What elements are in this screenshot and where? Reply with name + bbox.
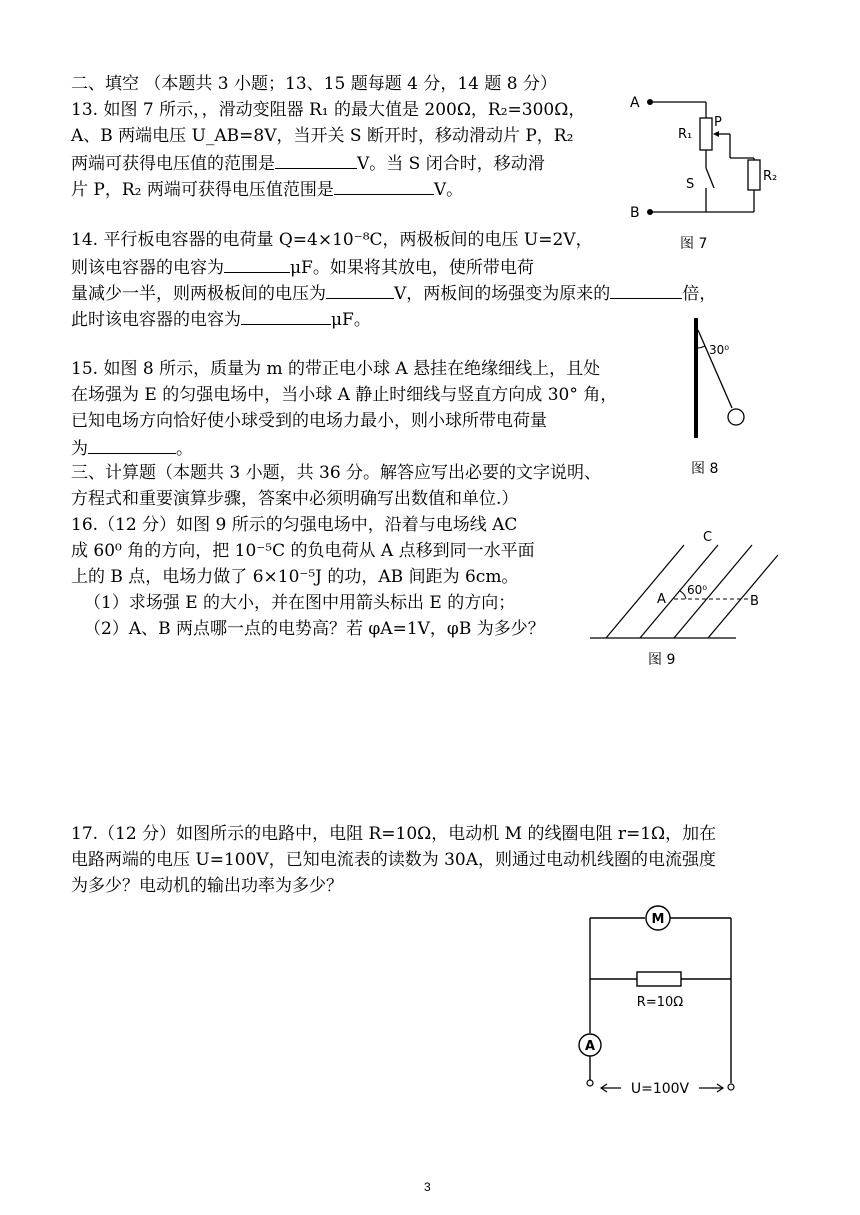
fig9-field-line-4	[708, 555, 778, 638]
resistor-symbol	[637, 972, 681, 986]
q14-line1: 14. 平行板电容器的电荷量 Q=4×10⁻⁸C，两极板间的电压 U=2V，	[71, 230, 593, 250]
figure-7-circuit	[620, 88, 790, 258]
fig9-label-a: A	[657, 592, 666, 607]
q15-line4-text-a: 为	[71, 439, 88, 459]
fig7-label-b: B	[630, 205, 640, 221]
figure-8-pendulum	[685, 318, 765, 478]
q13-line3-text-a: 两端可获得电压值的范围是	[71, 154, 275, 174]
ammeter-label: A	[584, 1039, 596, 1054]
q14-line2-text-b: μF。如果将其放电，使所带电荷	[290, 258, 534, 278]
voltage-label: U=100V	[630, 1081, 690, 1097]
q13-line4-text-a: 片 P，R₂ 两端可获得电压值范围是	[71, 180, 334, 200]
fig8-thread	[698, 330, 732, 408]
fig7-caption: 图 7	[680, 236, 708, 252]
q14-line3-text-a: 量减少一半，则两极板间的电压为	[71, 284, 326, 304]
fig9-angle-label: 60⁰	[687, 583, 708, 597]
fig9-label-c: C	[703, 530, 713, 545]
q16-line3: 上的 B 点，电场力做了 6×10⁻⁵J 的功，AB 间距为 6cm。	[71, 567, 519, 587]
q13-line2: A、B 两端电压 U_AB=8V，当开关 S 断开时，移动滑动片 P，R₂	[71, 126, 574, 146]
fig9-caption: 图 9	[648, 652, 676, 668]
q14-line4	[71, 306, 371, 332]
fig7-slider-arrow	[713, 131, 719, 137]
q16-line1: 16.（12 分）如图 9 所示的匀强电场中，沿着与电场线 AC	[71, 515, 518, 535]
q15-line1: 15. 如图 8 所示，质量为 m 的带正电小球 A 悬挂在绝缘细线上，且处	[71, 359, 601, 379]
q15-line4-text-b: 。	[176, 439, 193, 459]
page-number: 3	[424, 1180, 431, 1194]
q13-blank-2[interactable]	[334, 176, 434, 195]
fig7-label-s: S	[686, 177, 695, 192]
q14-line3	[71, 280, 716, 306]
q14-line4-text-a: 此时该电容器的电容为	[71, 310, 241, 330]
q13-line4	[71, 176, 463, 202]
q15-line3: 已知电场方向恰好使小球受到的电场力最小，则小球所带电荷量	[71, 411, 547, 431]
fig7-resistor-r1	[700, 118, 712, 150]
q17-line3: 为多少？电动机的输出功率为多少？	[71, 876, 343, 896]
q14-blank-3[interactable]	[610, 280, 682, 299]
motor-label: M	[651, 912, 665, 927]
q15-line4	[71, 435, 193, 461]
fig7-label-p: P	[714, 115, 722, 130]
fig7-resistor-r2	[748, 160, 760, 190]
terminal-right	[728, 1084, 734, 1090]
fig7-switch	[706, 168, 714, 188]
q13-blank-1[interactable]	[275, 150, 357, 169]
q14-line4-text-b: μF。	[331, 310, 371, 330]
fig8-caption: 图 8	[691, 461, 719, 477]
fig9-field-line-1	[606, 545, 684, 638]
q14-line2-text-a: 则该电容器的电容为	[71, 258, 224, 278]
fig8-angle-label: 30⁰	[709, 343, 730, 357]
q13-line4-text-b: V。	[433, 180, 464, 200]
fig7-label-a: A	[630, 95, 640, 111]
fig8-ball	[728, 409, 744, 425]
section2-heading: 二、填空 （本题共 3 小题；13、15 题每题 4 分，14 题 8 分）	[71, 74, 557, 94]
figure-9-field	[588, 525, 778, 675]
q16-sub2: （2）A、B 两点哪一点的电势高？若 φA=1V，φB 为多少？	[84, 619, 545, 639]
fig7-label-r1: R₁	[678, 127, 693, 142]
q14-line3-text-c: 倍，	[682, 284, 717, 304]
figure-motor-circuit	[565, 900, 755, 1100]
q14-line2	[71, 254, 534, 280]
q14-blank-2[interactable]	[326, 280, 394, 299]
fig7-label-r2: R₂	[763, 169, 778, 184]
q17-line1: 17.（12 分）如图所示的电路中，电阻 R=10Ω，电动机 M 的线圈电阻 r=1Ω，加在	[71, 824, 717, 844]
q16-sub1: （1）求场强 E 的大小，并在图中用箭头标出 E 的方向；	[84, 593, 516, 613]
q13-line3-text-b: V。当 S 闭合时，移动滑	[357, 154, 545, 174]
q15-line2: 在场强为 E 的匀强电场中，当小球 A 静止时细线与竖直方向成 30° 角，	[71, 385, 618, 405]
q14-line3-text-b: V，两板间的场强变为原来的	[394, 284, 611, 304]
q17-line2: 电路两端的电压 U=100V，已知电流表的读数为 30A，则通过电动机线圈的电流强度	[71, 850, 717, 870]
terminal-left	[587, 1080, 593, 1086]
q13-line1: 13. 如图 7 所示，，滑动变阻器 R₁ 的最大值是 200Ω，R₂=300Ω，	[71, 100, 586, 120]
q13-line3	[71, 150, 545, 176]
q16-line2: 成 60⁰ 角的方向，把 10⁻⁵C 的负电荷从 A 点移到同一水平面	[71, 541, 535, 561]
q14-blank-1[interactable]	[224, 254, 290, 273]
fig9-field-line-3	[674, 545, 752, 638]
q15-blank-1[interactable]	[88, 435, 176, 454]
section3-line1: 三、计算题（本题共 3 小题，共 36 分。解答应写出必要的文字说明、	[71, 463, 602, 483]
resistor-label: R=10Ω	[636, 995, 684, 1010]
q14-blank-4[interactable]	[241, 306, 331, 325]
section3-line2: 方程式和重要演算步骤，答案中必须明确写出数值和单位.）	[71, 489, 519, 509]
fig9-label-b: B	[750, 594, 759, 609]
